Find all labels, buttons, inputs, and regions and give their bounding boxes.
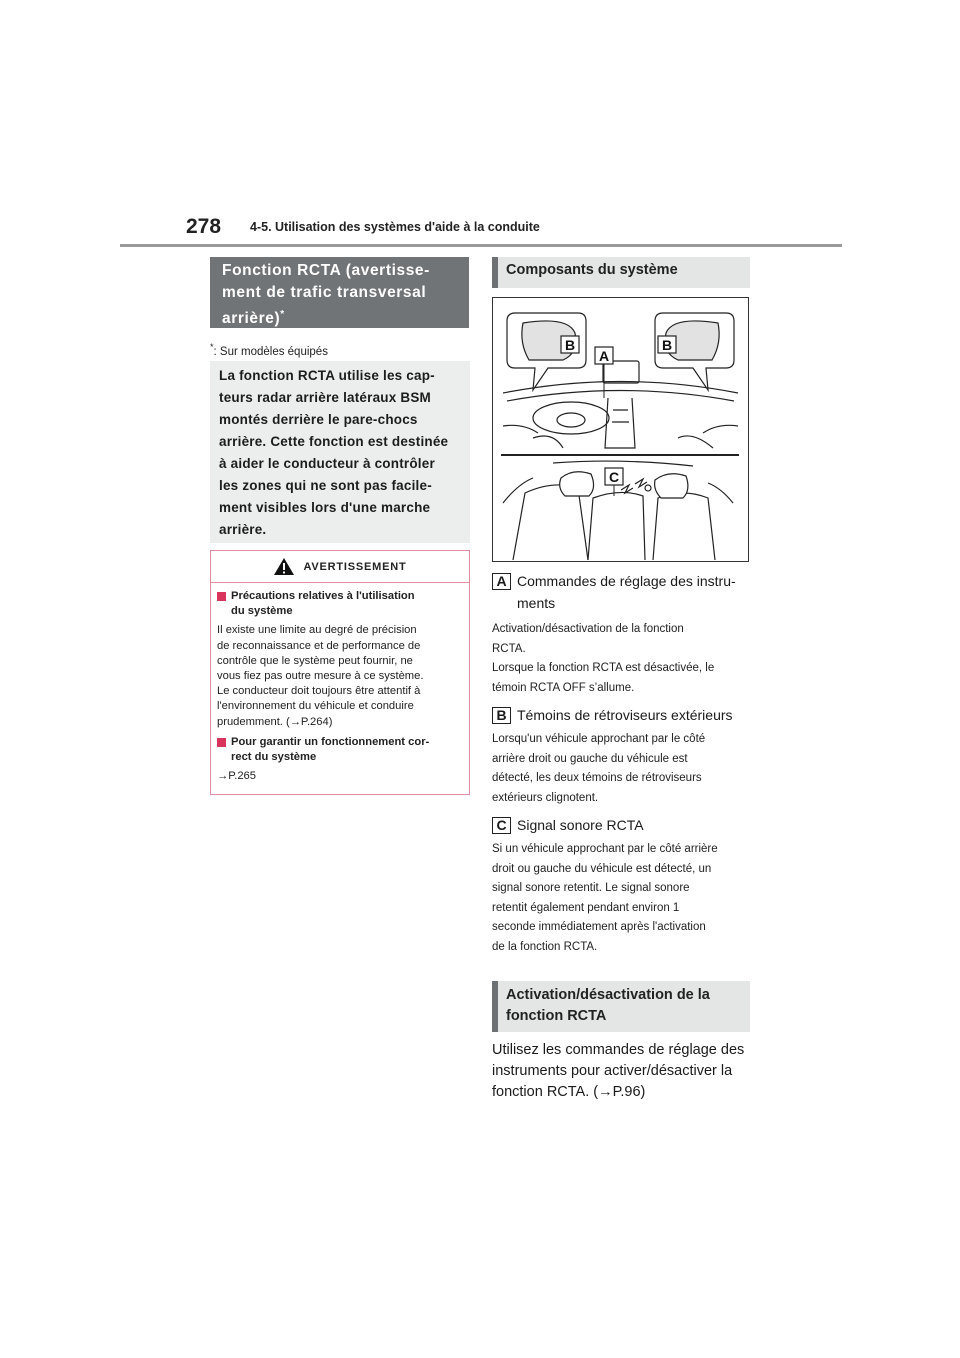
dashboard-and-rear-seat-illustration bbox=[493, 298, 748, 561]
component-title: Commandes de réglage des instru- ments bbox=[517, 573, 736, 611]
footnote: *: Sur modèles équipés bbox=[210, 342, 328, 358]
figure-label-a: A bbox=[598, 348, 610, 364]
bullet-square-icon bbox=[217, 592, 226, 601]
intro-line: La fonction RCTA utilise les cap- bbox=[219, 368, 435, 383]
intro-line: arrière. Cette fonction est destinée bbox=[219, 434, 449, 449]
header-divider bbox=[120, 244, 842, 247]
activation-instructions: Utilisez les commandes de réglage des instruments pour activer/désactiver la fonction RCTA. (→P.96) bbox=[492, 1040, 754, 1103]
components-heading: Composants du système bbox=[492, 257, 750, 288]
component-description: Activation/désactivation de la fonction RCTA. Lorsque la fonction RCTA est désactivée, le témoin RCTA OFF s’allume. bbox=[492, 623, 715, 694]
heading-line: ment de trafic transversal bbox=[222, 284, 427, 301]
warning-paragraph: Il existe une limite au degré de précision de reconnaissance et de performance de contrôle que le système peut fournir, ne vous fiez pas outre mesure à ce système. Le conducteur doit toujours être attentif à l'environnement du véhicule et conduire prudemment. (→P.264) bbox=[217, 624, 424, 728]
intro-line: les zones qui ne sont pas facile- bbox=[219, 478, 432, 493]
warning-body bbox=[211, 583, 469, 784]
component-description: Si un véhicule approchant par le côté arrière droit ou gauche du véhicule est détecté, un signal sonore retentit. Le signal sonore retentit également pendant environ 1 seconde immédiatement après l'activation de la fonction RCTA. bbox=[492, 843, 718, 953]
warning-bullet-operation: Pour garantir un fonctionnement cor- rect du système bbox=[217, 735, 463, 765]
intro-line: à aider le conducteur à contrôler bbox=[219, 456, 435, 471]
figure-label-c: C bbox=[608, 469, 620, 485]
page-reference-96: fonction RCTA. (→P.96) bbox=[492, 1084, 646, 1100]
page-number: 278 bbox=[186, 215, 222, 238]
letter-marker-b: B bbox=[492, 707, 511, 724]
warning-header bbox=[211, 551, 469, 583]
activation-heading: Activation/désactivation de la fonction RCTA bbox=[492, 981, 750, 1032]
rcta-section-heading bbox=[210, 257, 469, 328]
intro-box bbox=[210, 361, 470, 543]
warning-bullet-usage: Précautions relatives à l'utilisation du système bbox=[217, 589, 463, 619]
heading-line: Fonction RCTA (avertisse- bbox=[222, 262, 430, 279]
figure-label-b-right: B bbox=[661, 337, 673, 353]
system-components-figure bbox=[492, 297, 749, 562]
component-item-b bbox=[492, 704, 754, 808]
intro-line: arrière. bbox=[219, 522, 267, 537]
letter-marker-a: A bbox=[492, 573, 511, 590]
warning-box bbox=[210, 550, 470, 795]
intro-line: montés derrière le pare-chocs bbox=[219, 412, 418, 427]
asterisk-mark: * bbox=[280, 309, 285, 320]
intro-line: teurs radar arrière latéraux BSM bbox=[219, 390, 431, 405]
component-description: Lorsqu'un véhicule approchant par le côté arrière droit ou gauche du véhicule est détecté, les deux témoins de rétroviseurs extérieurs clignotent. bbox=[492, 733, 706, 804]
section-title: 4-5. Utilisation des systèmes d'aide à la conduite bbox=[250, 220, 540, 234]
component-item-c bbox=[492, 814, 754, 958]
component-item-a bbox=[492, 570, 754, 698]
warning-title: AVERTISSEMENT bbox=[303, 560, 407, 573]
figure-label-b-left: B bbox=[564, 337, 576, 353]
page-reference-264: prudemment. (→P.264) bbox=[217, 715, 333, 728]
heading-line: arrière)* bbox=[222, 309, 285, 328]
warning-triangle-icon bbox=[273, 557, 295, 576]
footnote-mark: * bbox=[210, 342, 214, 352]
component-title: Signal sonore RCTA bbox=[517, 817, 644, 833]
bullet-square-icon bbox=[217, 738, 226, 747]
letter-marker-c: C bbox=[492, 817, 511, 834]
intro-line: ment visibles lors d'une marche bbox=[219, 500, 431, 515]
page-reference-265: →P.265 bbox=[217, 770, 256, 783]
component-title: Témoins de rétroviseurs extérieurs bbox=[517, 707, 733, 723]
